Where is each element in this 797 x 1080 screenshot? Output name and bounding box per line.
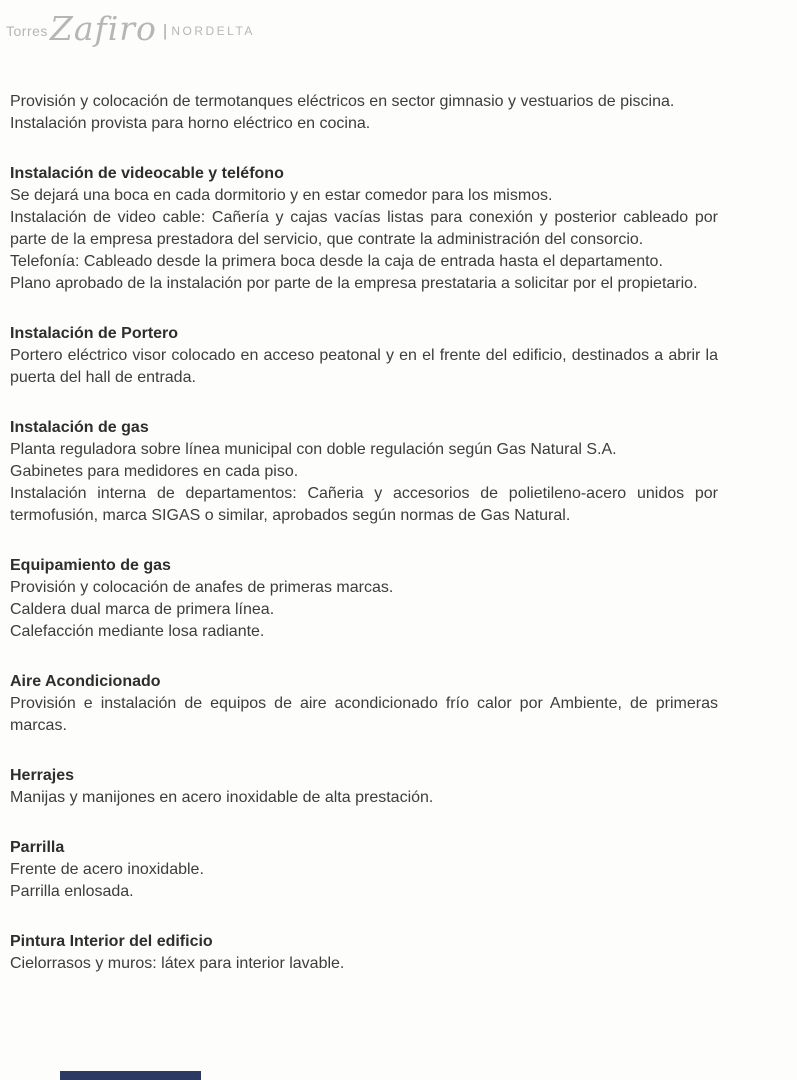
section-herrajes bbox=[10, 765, 718, 809]
section-instalacion-gas bbox=[10, 417, 718, 527]
section-heading: Aire Acondicionado bbox=[10, 673, 161, 690]
section-termotanques bbox=[10, 91, 718, 135]
section-heading: Instalación de videocable y teléfono bbox=[10, 165, 284, 182]
section-heading: Instalación de Portero bbox=[10, 325, 179, 342]
paragraph: Plano aprobado de la instalación por parte de la empresa prestataria a solicitar por el propietario. bbox=[10, 275, 698, 292]
paragraph: Caldera dual marca de primera línea. bbox=[10, 601, 275, 618]
section-aire-acondicionado bbox=[10, 671, 718, 737]
paragraph: Telefonía: Cableado desde la primera boca desde la caja de entrada hasta el departamento. bbox=[10, 253, 663, 270]
section-heading: Herrajes bbox=[10, 767, 75, 784]
logo-torres-text: Torres bbox=[6, 23, 48, 39]
paragraph: Parrilla enlosada. bbox=[10, 883, 134, 900]
section-equipamiento-gas bbox=[10, 555, 718, 643]
footer-bar bbox=[60, 1071, 201, 1080]
paragraph: Frente de acero inoxidable. bbox=[10, 861, 204, 878]
paragraph: Se dejará una boca en cada dormitorio y en estar comedor para los mismos. bbox=[10, 187, 553, 204]
paragraph: Portero eléctrico visor colocado en acceso peatonal y en el frente del edificio, destinados a abrir la puerta del hall de entrada. bbox=[10, 347, 718, 386]
paragraph: Manijas y manijones en acero inoxidable de alta prestación. bbox=[10, 789, 434, 806]
brand-logo bbox=[6, 8, 718, 54]
paragraph: Instalación interna de departamentos: Cañeria y accesorios de polietileno-acero unidos por termofusión, marca SIGAS o similar, aprobados según normas de Gas Natural. bbox=[10, 485, 718, 524]
paragraph: Calefacción mediante losa radiante. bbox=[10, 623, 265, 640]
section-heading: Pintura Interior del edificio bbox=[10, 933, 213, 950]
section-pintura-interior bbox=[10, 931, 718, 975]
paragraph: Gabinetes para medidores en cada piso. bbox=[10, 463, 299, 480]
paragraph: Provisión e instalación de equipos de aire acondicionado frío calor por Ambiente, de primeras marcas. bbox=[10, 695, 718, 734]
paragraph: Cielorrasos y muros: látex para interior lavable. bbox=[10, 955, 345, 972]
section-heading: Parrilla bbox=[10, 839, 65, 856]
section-videocable-telefono bbox=[10, 163, 718, 295]
paragraph: Instalación de video cable: Cañería y cajas vacías listas para conexión y posterior cableado por parte de la empresa prestadora del servicio, que contrate la administración del consorcio. bbox=[10, 209, 718, 248]
paragraph: Provisión y colocación de termotanques eléctricos en sector gimnasio y vestuarios de piscina. bbox=[10, 93, 675, 110]
section-portero bbox=[10, 323, 718, 389]
paragraph: Planta reguladora sobre línea municipal con doble regulación según Gas Natural S.A. bbox=[10, 441, 617, 458]
paragraph: Instalación provista para horno eléctrico en cocina. bbox=[10, 115, 371, 132]
logo-nordelta-text: NORDELTA bbox=[171, 24, 255, 38]
section-parrilla bbox=[10, 837, 718, 903]
logo-separator: | bbox=[162, 21, 168, 40]
section-heading: Instalación de gas bbox=[10, 419, 149, 436]
section-heading: Equipamiento de gas bbox=[10, 557, 171, 574]
logo-zafiro-script-text: Zafiro bbox=[49, 9, 157, 48]
paragraph: Provisión y colocación de anafes de primeras marcas. bbox=[10, 579, 394, 596]
